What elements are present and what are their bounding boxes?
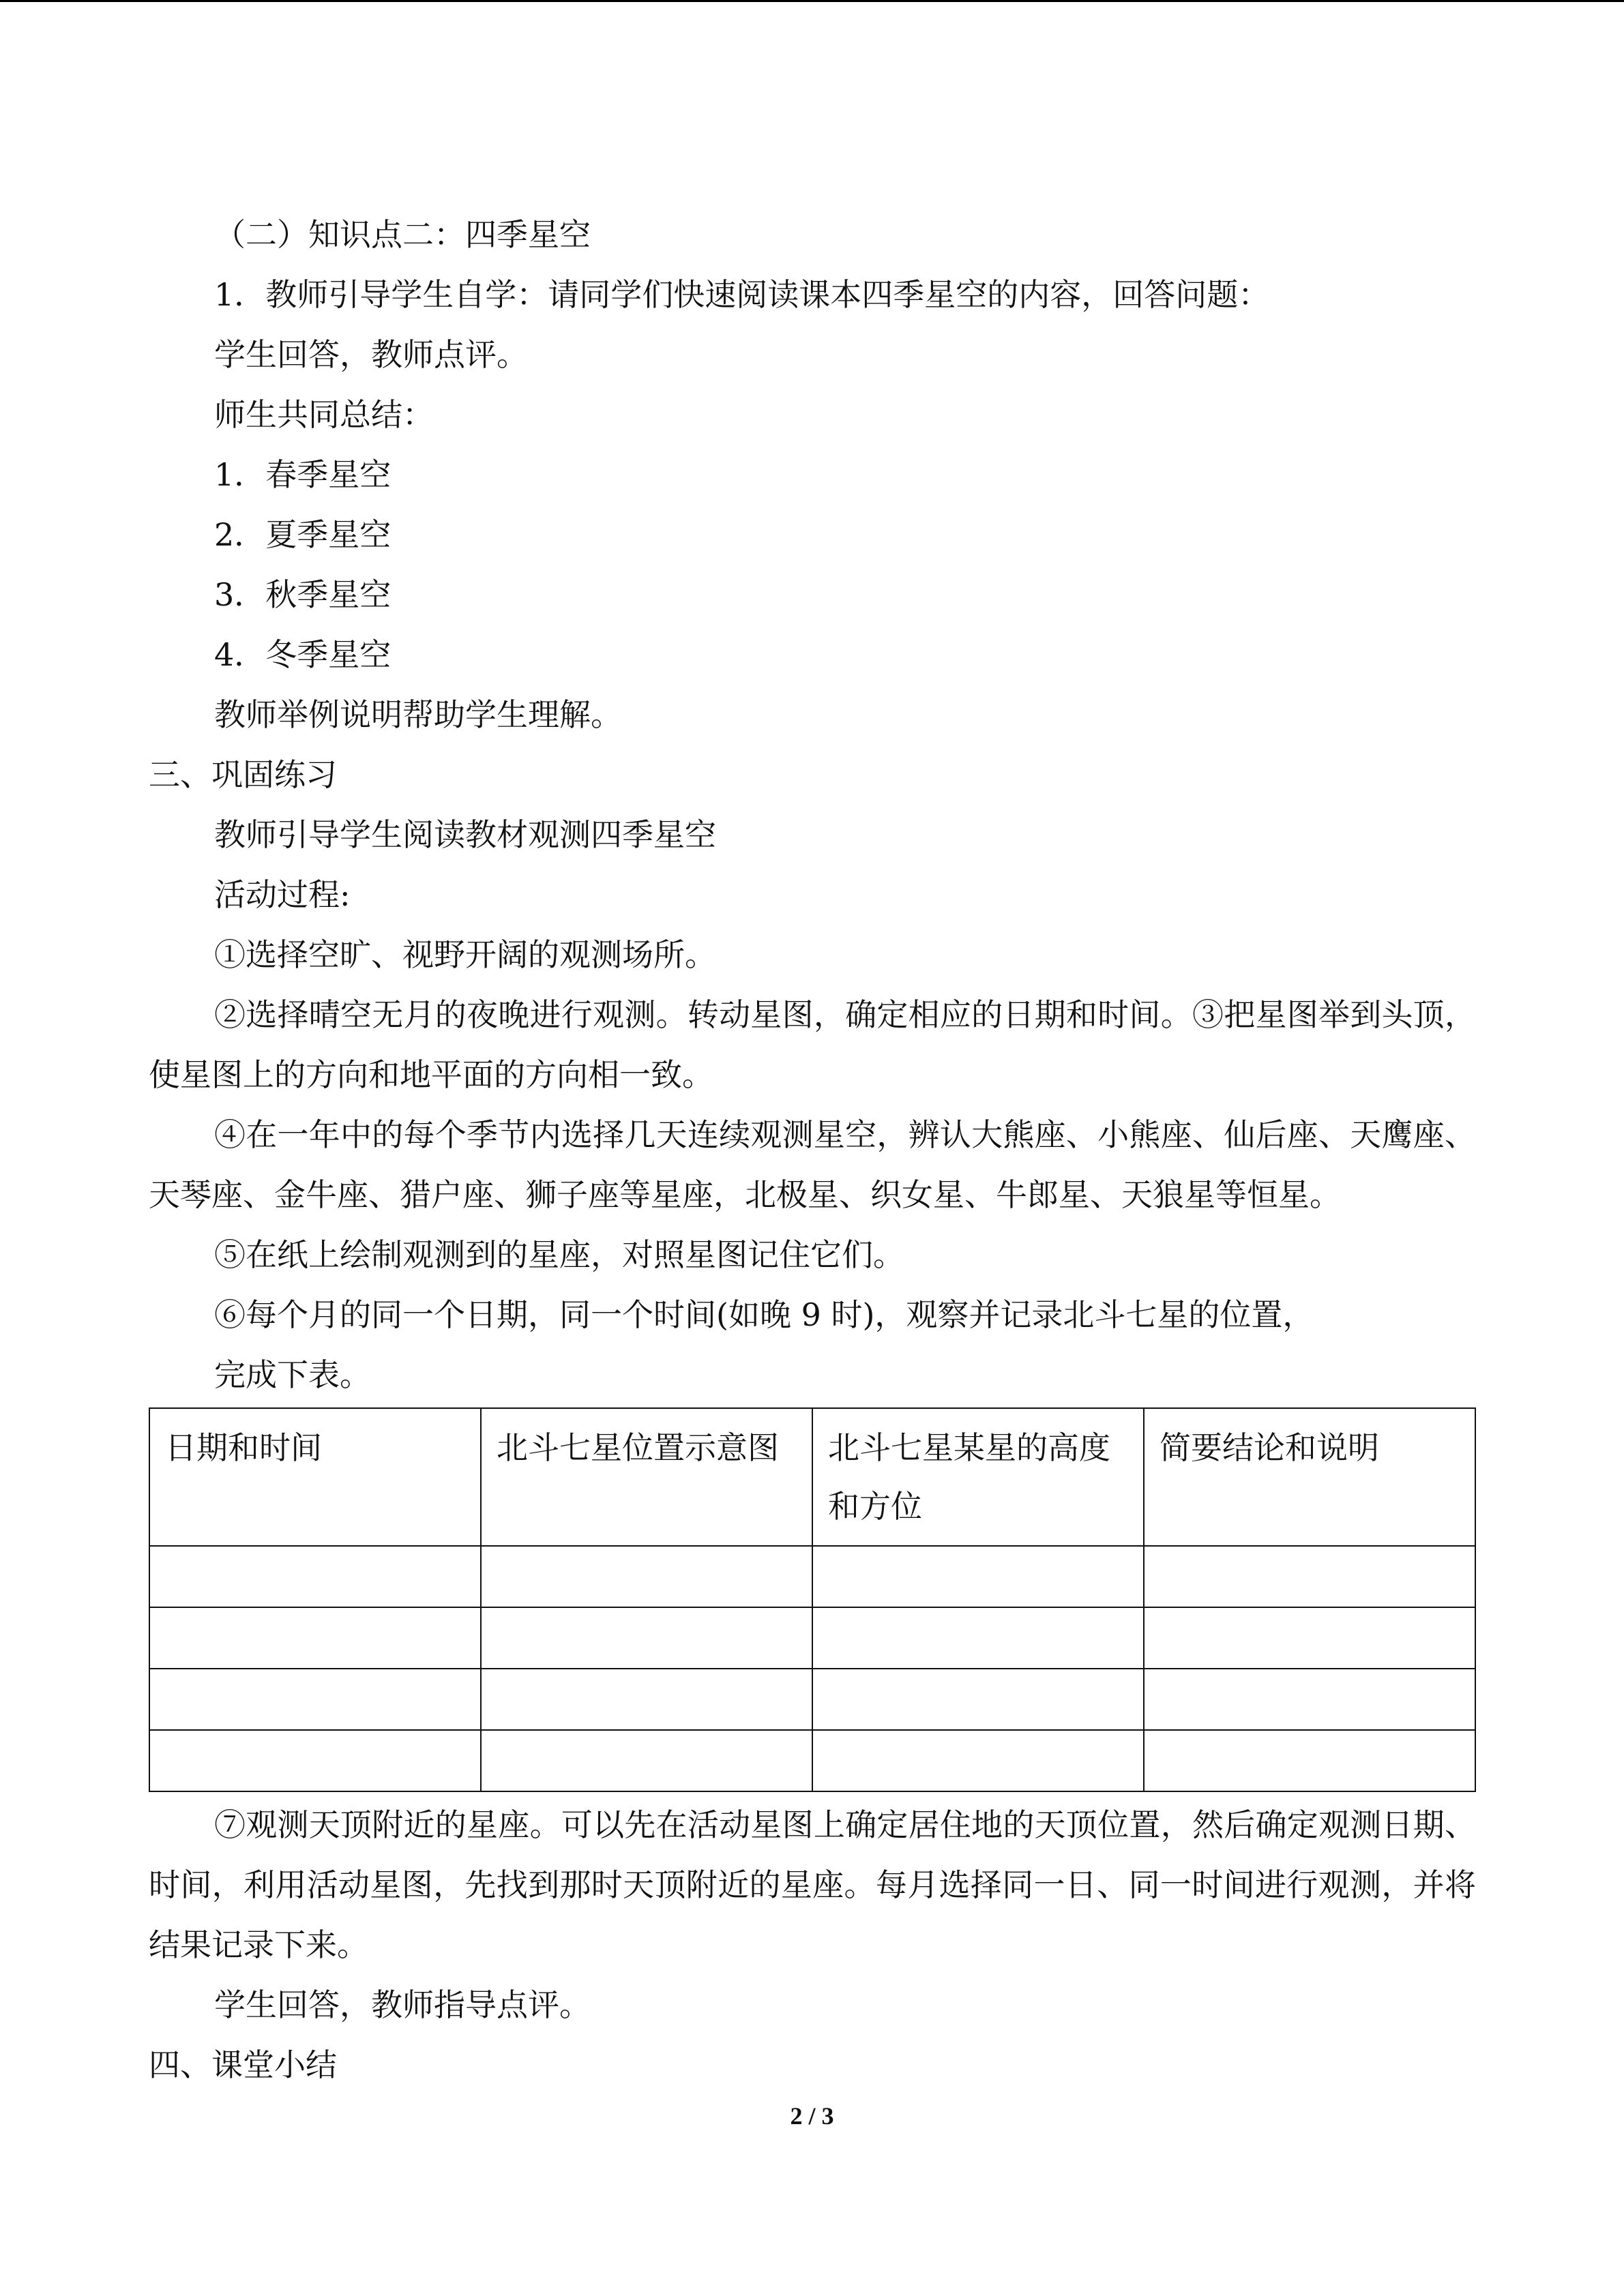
activity-step-7: ⑦观测天顶附近的星座。可以先在活动星图上确定居住地的天顶位置，然后确定观测日期、时间，利用活动星图，先找到那时天顶附近的星座。每月选择同一日、同一时间进行观测，并将结果记录下来。 bbox=[149, 1806, 1476, 1963]
section4-heading: 四、课堂小结 bbox=[149, 2046, 337, 2083]
table-cell bbox=[1144, 1730, 1475, 1791]
big-dipper-record-table bbox=[149, 1407, 1476, 1792]
section3-process-label: 活动过程: bbox=[214, 876, 351, 913]
section3-student-reply: 学生回答，教师指导点评。 bbox=[214, 1986, 591, 2023]
table-cell bbox=[812, 1669, 1144, 1730]
table-cell bbox=[149, 1669, 481, 1730]
section3-heading: 三、巩固练习 bbox=[149, 756, 337, 793]
table-cell bbox=[481, 1669, 812, 1730]
season-item-spring: 1．春季星空 bbox=[214, 456, 392, 493]
table-cell bbox=[149, 1730, 481, 1791]
table-row bbox=[149, 1546, 1475, 1607]
table-cell bbox=[1144, 1546, 1475, 1607]
table-cell bbox=[481, 1730, 812, 1791]
table-cell bbox=[812, 1730, 1144, 1791]
section2-item1: 1．教师引导学生自学：请同学们快速阅读课本四季星空的内容，回答问题： bbox=[214, 276, 1270, 313]
table-cell bbox=[149, 1607, 481, 1669]
section2-summary-label: 师生共同总结： bbox=[214, 396, 434, 433]
activity-step-4: ④在一年中的每个季节内选择几天连续观测星空，辨认大熊座、小熊座、仙后座、天鹰座、天琴座、金牛座、猎户座、狮子座等星座，北极星、织女星、牛郎星、天狼星等恒星。 bbox=[149, 1116, 1476, 1213]
table-row bbox=[149, 1669, 1475, 1730]
table-header-conclusion: 简要结论和说明 bbox=[1144, 1408, 1475, 1546]
section2-example: 教师举例说明帮助学生理解。 bbox=[214, 696, 622, 733]
section2-student-reply: 学生回答，教师点评。 bbox=[214, 336, 528, 373]
document-body bbox=[149, 205, 1476, 2095]
table-cell bbox=[812, 1607, 1144, 1669]
table-header-date-time: 日期和时间 bbox=[149, 1408, 481, 1546]
season-item-winter: 4．冬季星空 bbox=[214, 636, 392, 673]
table-cell bbox=[812, 1546, 1144, 1607]
table-cell bbox=[1144, 1607, 1475, 1669]
table-cell bbox=[149, 1546, 481, 1607]
table-cell bbox=[1144, 1669, 1475, 1730]
page-number: 2 / 3 bbox=[790, 2102, 834, 2130]
table-header-diagram: 北斗七星位置示意图 bbox=[481, 1408, 812, 1546]
activity-step-1: ①选择空旷、视野开阔的观测场所。 bbox=[214, 936, 716, 973]
season-item-autumn: 3．秋季星空 bbox=[214, 576, 392, 613]
table-cell bbox=[481, 1546, 812, 1607]
table-header-row bbox=[149, 1408, 1475, 1546]
page-top-border bbox=[0, 0, 1624, 2]
table-row bbox=[149, 1607, 1475, 1669]
section3-intro: 教师引导学生阅读教材观测四季星空 bbox=[214, 816, 716, 853]
section2-heading: （二）知识点二：四季星空 bbox=[214, 216, 591, 253]
activity-step-6-continued: 完成下表。 bbox=[214, 1356, 371, 1393]
table-cell bbox=[481, 1607, 812, 1669]
table-header-altitude-azimuth: 北斗七星某星的高度和方位 bbox=[812, 1408, 1144, 1546]
activity-step-6: ⑥每个月的同一个日期，同一个时间(如晚 9 时)，观察并记录北斗七星的位置， bbox=[214, 1296, 1314, 1333]
season-item-summer: 2．夏季星空 bbox=[214, 516, 392, 553]
activity-step-5: ⑤在纸上绘制观测到的星座，对照星图记住它们。 bbox=[214, 1236, 904, 1273]
table-row bbox=[149, 1730, 1475, 1791]
activity-step-2-3: ②选择晴空无月的夜晚进行观测。转动星图，确定相应的日期和时间。③把星图举到头顶，使星图上的方向和地平面的方向相一致。 bbox=[149, 996, 1476, 1093]
